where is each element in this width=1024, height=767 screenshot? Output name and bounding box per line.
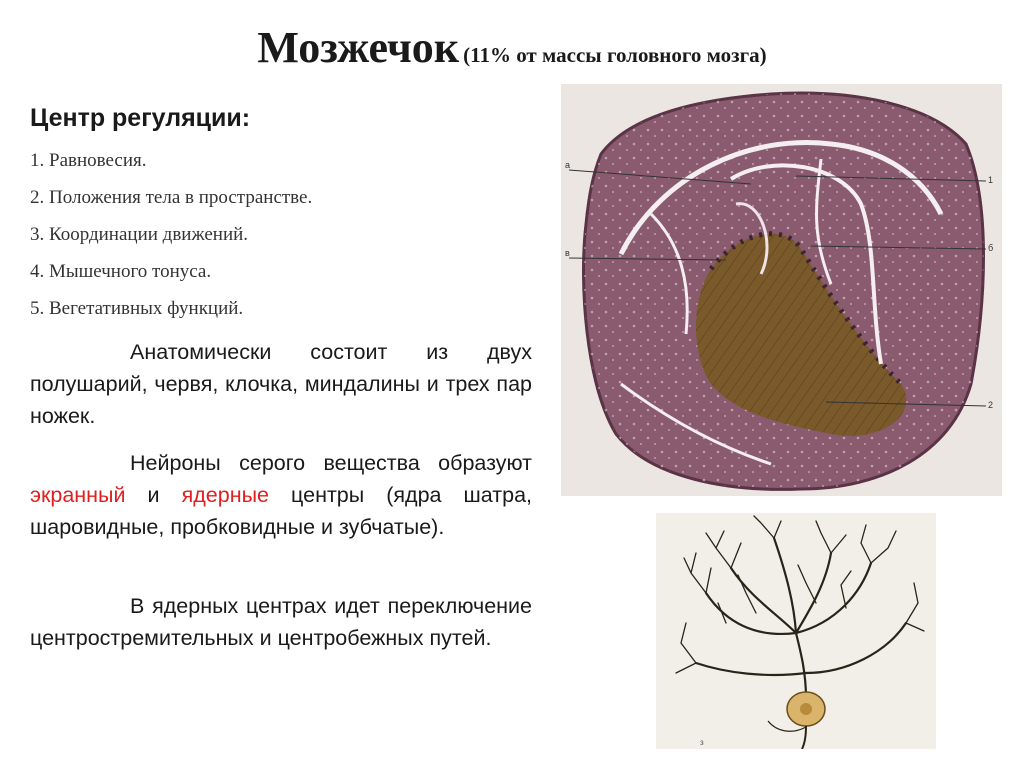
list-item: 2. Положения тела в пространстве. xyxy=(30,187,313,208)
label-a: а xyxy=(565,160,571,170)
neurons-text-1: Нейроны серого вещества образуют xyxy=(130,451,532,475)
neurons-paragraph xyxy=(30,447,532,543)
label-1: 1 xyxy=(988,175,994,185)
pathways-paragraph: В ядерных центрах идет переключение центростремительных и центробежных путей. xyxy=(30,594,532,650)
neurons-text-3: центры (ядра шатра, шаровидные, пробковидные и зубчатые). xyxy=(30,483,532,539)
title-main: Мозжечок xyxy=(257,23,460,72)
list-item: 1. Равновесия. xyxy=(30,150,147,171)
purkinje-cell-image xyxy=(656,513,936,749)
list-item: 4. Мышечного тонуса. xyxy=(30,261,212,282)
slide-title xyxy=(0,22,1024,73)
anatomy-paragraph: Анатомически состоит из двух полушарий, червя, клочка, миндалины и трех пар ножек. xyxy=(30,340,532,428)
neurons-text-2: и xyxy=(125,483,182,507)
highlight-screen: экранный xyxy=(30,483,126,507)
cerebellum-section-image xyxy=(561,84,1002,496)
label-2: 2 xyxy=(988,400,994,410)
label-v: в xyxy=(565,248,570,258)
title-subtitle: (11% от массы головного мозга) xyxy=(463,43,767,67)
functions-list xyxy=(30,150,312,335)
figure2-label: з xyxy=(700,738,704,747)
label-b: б xyxy=(988,243,994,253)
list-item: 5. Вегетативных функций. xyxy=(30,298,244,319)
section-heading: Центр регуляции: xyxy=(30,104,251,132)
list-item: 3. Координации движений. xyxy=(30,224,249,245)
highlight-nuclear: ядерные xyxy=(181,483,269,507)
